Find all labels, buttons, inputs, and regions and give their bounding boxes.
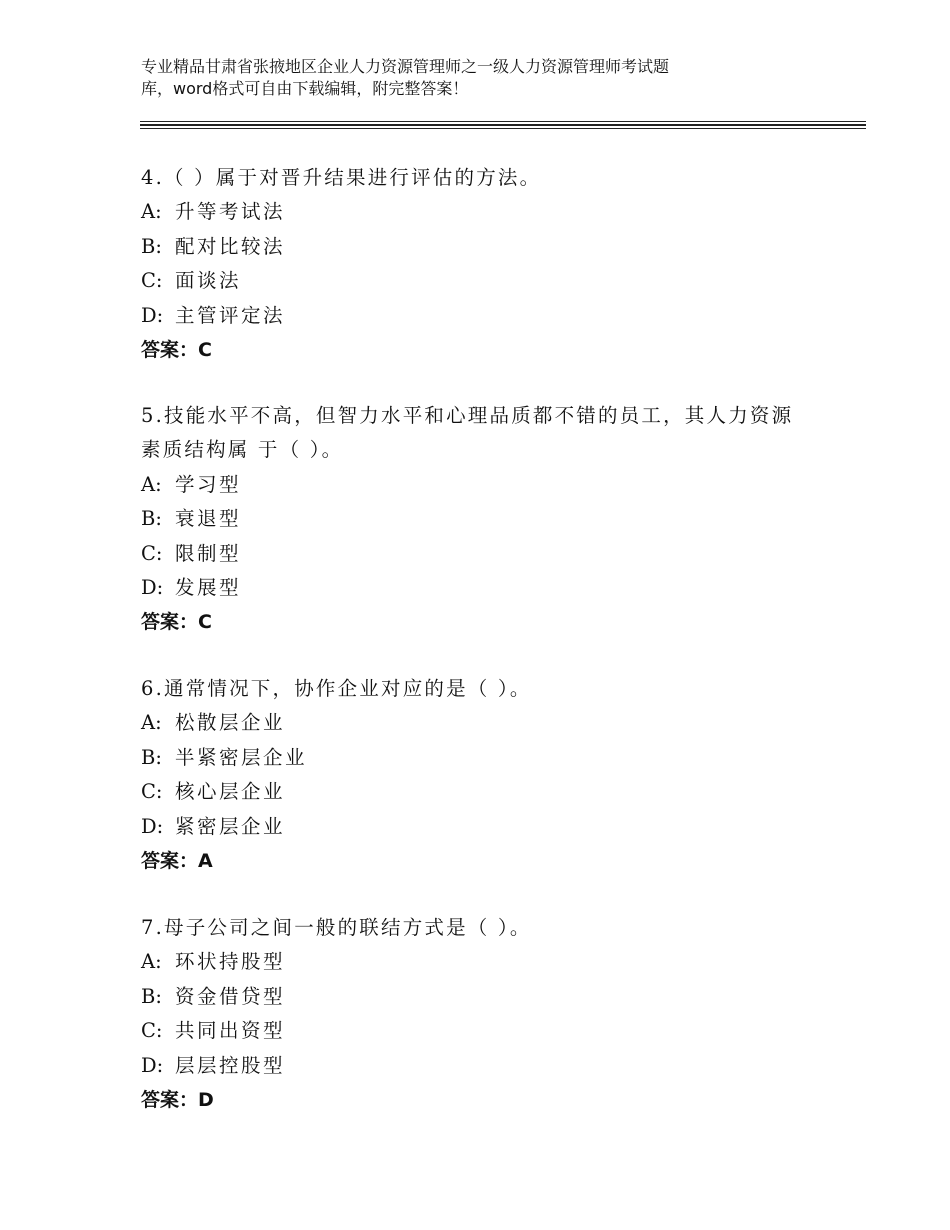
option-a [141,468,831,502]
answer-label: 答案： [141,611,199,634]
option-letter: B: [141,745,162,769]
option-letter: B: [141,984,162,1008]
option-letter: D: [141,814,164,838]
answer-label: 答案： [141,850,199,873]
option-text: 升等考试法 [175,200,286,224]
option-d [141,1049,831,1083]
option-c [141,775,831,809]
question-6 [141,672,831,878]
option-text: 紧密层企业 [175,814,286,838]
answer-label: 答案： [141,1089,199,1112]
document-header [141,56,781,100]
option-a [141,195,831,229]
option-letter: A: [141,472,162,496]
question-stem: 7.母子公司之间一般的联结方式是（ ）。 [141,916,532,939]
question-stem: 4.（ ）属于对晋升结果进行评估的方法。 [141,166,542,189]
option-letter: C: [141,541,163,565]
option-text: 环状持股型 [175,950,286,974]
header-title-line-1: 专业精品甘肃省张掖地区企业人力资源管理师之一级人力资源管理师考试题 [141,57,670,76]
option-letter: C: [141,780,163,804]
option-letter: A: [141,711,162,735]
answer-line [141,333,831,367]
answer-line [141,605,831,639]
option-text: 松散层企业 [175,711,286,735]
option-letter: A: [141,200,162,224]
option-c [141,537,831,571]
option-text: 共同出资型 [175,1019,286,1043]
option-text: 学习型 [175,472,242,496]
option-letter: B: [141,507,162,531]
option-letter: C: [141,1019,163,1043]
option-c [141,264,831,298]
header-rule-bottom [140,128,866,129]
answer-value: C [198,611,212,634]
question-5 [141,399,831,640]
option-letter: B: [141,234,162,258]
option-a [141,706,831,740]
option-text: 发展型 [175,576,242,600]
answer-line [141,844,831,878]
answer-label: 答案： [141,339,199,362]
option-b [141,980,831,1014]
answer-line [141,1083,831,1117]
option-d [141,810,831,844]
option-a [141,945,831,979]
option-c [141,1014,831,1048]
option-letter: D: [141,1053,164,1077]
option-text: 核心层企业 [175,780,286,804]
answer-value: C [198,339,212,362]
option-b [141,230,831,264]
option-letter: D: [141,303,164,327]
option-text: 配对比较法 [175,234,286,258]
option-letter: C: [141,269,163,293]
question-7 [141,911,831,1117]
option-text: 衰退型 [175,507,242,531]
answer-value: A [198,850,213,873]
option-letter: A: [141,950,162,974]
option-b [141,502,831,536]
option-text: 资金借贷型 [175,984,286,1008]
question-stem: 5.技能水平不高，但智力水平和心理品质都不错的员工，其人力资源 素质结构属 于（ ）。 [141,404,794,462]
option-d [141,571,831,605]
option-d [141,299,831,333]
option-letter: D: [141,576,164,600]
option-text: 限制型 [175,541,242,565]
header-rule-middle [140,124,866,126]
header-rule-top [140,121,866,122]
option-text: 层层控股型 [175,1053,286,1077]
question-stem: 6.通常情况下，协作企业对应的是（ ）。 [141,677,532,700]
header-title-line-2: 库，word格式可自由下载编辑，附完整答案！ [141,79,469,98]
option-text: 面谈法 [175,269,242,293]
option-text: 主管评定法 [175,303,286,327]
option-b [141,741,831,775]
question-4 [141,161,831,367]
option-text: 半紧密层企业 [175,745,308,769]
answer-value: D [198,1089,214,1112]
